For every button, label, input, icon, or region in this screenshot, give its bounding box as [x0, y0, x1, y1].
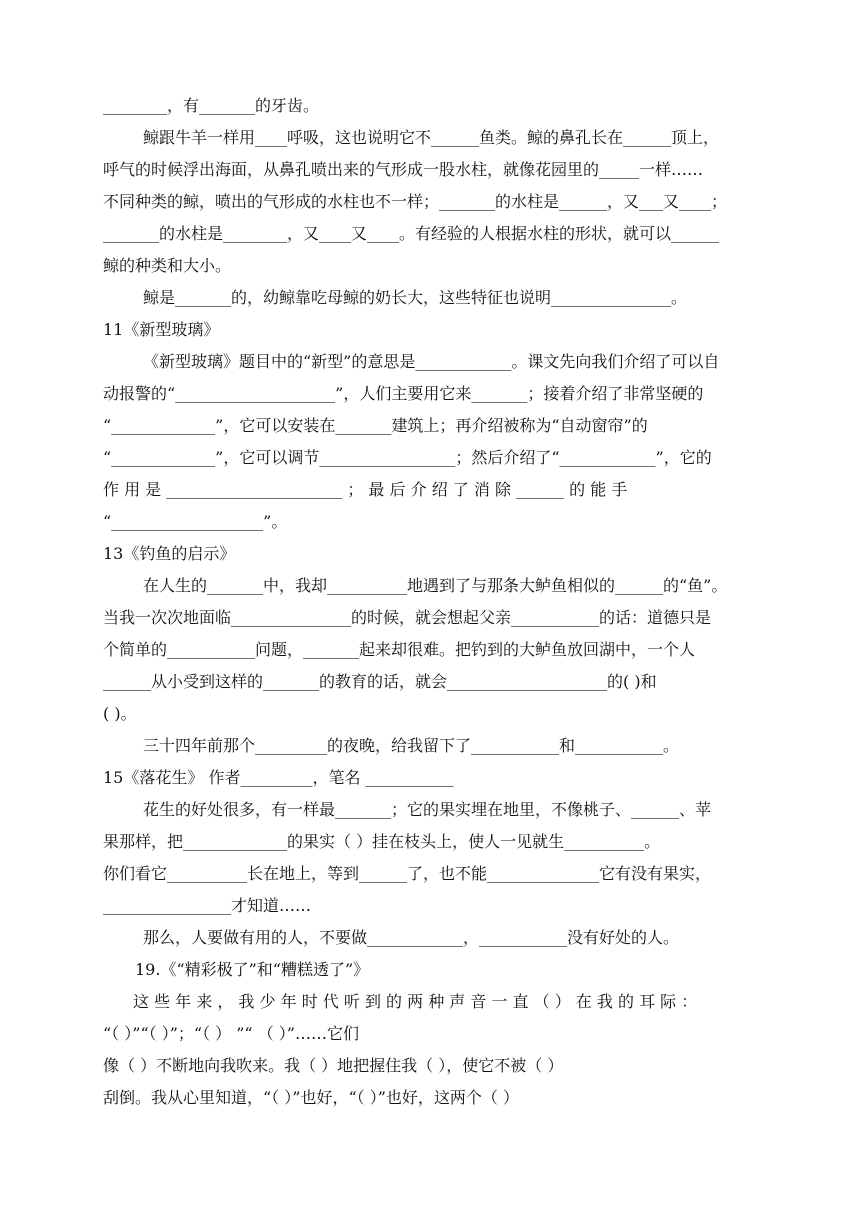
- section-heading: 19.《“精彩极了”和“糟糕透了”》: [135, 960, 370, 979]
- text-line: ________，有_______的牙齿。: [103, 96, 320, 115]
- text-line: 鲸的种类和大小。: [103, 256, 232, 275]
- text-line: 花生的好处很多，有一样最_______；它的果实埋在地里，不像桃子、______、苹: [143, 800, 712, 819]
- text-line: 这 些 年 来 ， 我 少 年 时 代 听 到 的 两 种 声 音 一 直 （ ） 在 我 的 耳 际 ：: [133, 992, 698, 1011]
- text-line: 那么，人要做有用的人，不要做____________，___________没有好处的人。: [143, 928, 680, 947]
- text-line: 作 用 是 ______________________ ； 最 后 介 绍 了 消 除 ______ 的 能 手: [103, 480, 628, 499]
- text-line: 在人生的_______中，我却__________地遇到了与那条大鲈鱼相似的______的“鱼”。: [143, 576, 728, 595]
- text-line: 《新型玻璃》题目中的“新型”的意思是____________。课文先向我们介绍了可以自: [143, 352, 720, 371]
- text-line: 呼气的时候浮出海面，从鼻孔喷出来的气形成一股水柱，就像花园里的_____一样……: [103, 160, 704, 179]
- text-line: ______从小受到这样的_______的教育的话，就会____________________的( )和: [103, 672, 657, 691]
- text-line: “_____________”，它可以安装在_______建筑上；再介绍被称为“自动窗帘”的: [103, 416, 648, 435]
- text-line: 动报警的“____________________”，人们主要用它来_______；接着介绍了非常坚硬的: [103, 384, 704, 403]
- text-line: 刮倒。我从心里知道，“（ ）”也好，“（ ）”也好，这两个（ ）: [103, 1088, 519, 1107]
- section-heading: 15《落花生》 作者_________，笔名 ___________: [103, 768, 454, 787]
- text-line: 像（ ）不断地向我吹来。我（ ）地把握住我（ ），使它不被（ ）: [103, 1056, 564, 1075]
- text-line: _______的水柱是________，又____又____。有经验的人根据水柱的形状，就可以______: [103, 224, 720, 243]
- text-line: 三十四年前那个_________的夜晚，给我留下了___________和___________。: [143, 736, 680, 755]
- text-line: 个简单的___________问题，_______起来却很难。把钓到的大鲈鱼放回湖中，一个人: [103, 640, 696, 659]
- text-line: 鲸跟牛羊一样用____呼吸，这也说明它不______鱼类。鲸的鼻孔长在______顶上，: [143, 128, 720, 147]
- text-line: 鲸是_______的，幼鲸靠吃母鲸的奶长大，这些特征也说明_______________。: [143, 288, 688, 307]
- text-line: 不同种类的鲸，喷出的气形成的水柱也不一样；_______的水柱是______，又___又____；: [103, 192, 728, 211]
- section-heading: 13《钓鱼的启示》: [103, 544, 236, 563]
- text-line: “_____________”，它可以调节_________________；然后介绍了“____________”，它的: [103, 448, 712, 467]
- text-line: ( )。: [103, 704, 137, 723]
- text-line: ________________才知道……: [103, 896, 312, 915]
- section-heading: 11《新型玻璃》: [103, 320, 220, 339]
- text-line: “（ ）”“（ ）”；“（ ） ”“ （ ）”……它们: [103, 1024, 359, 1043]
- text-line: “___________________”。: [103, 512, 288, 531]
- text-line: 当我一次次地面临_______________的时候，就会想起父亲___________的话：道德只是: [103, 608, 712, 627]
- text-line: 你们看它__________长在地上，等到______了，也不能______________它有没有果实，: [103, 864, 712, 883]
- text-line: 果那样，把_____________的果实（ ）挂在枝头上，使人一见就生__________。: [103, 832, 661, 851]
